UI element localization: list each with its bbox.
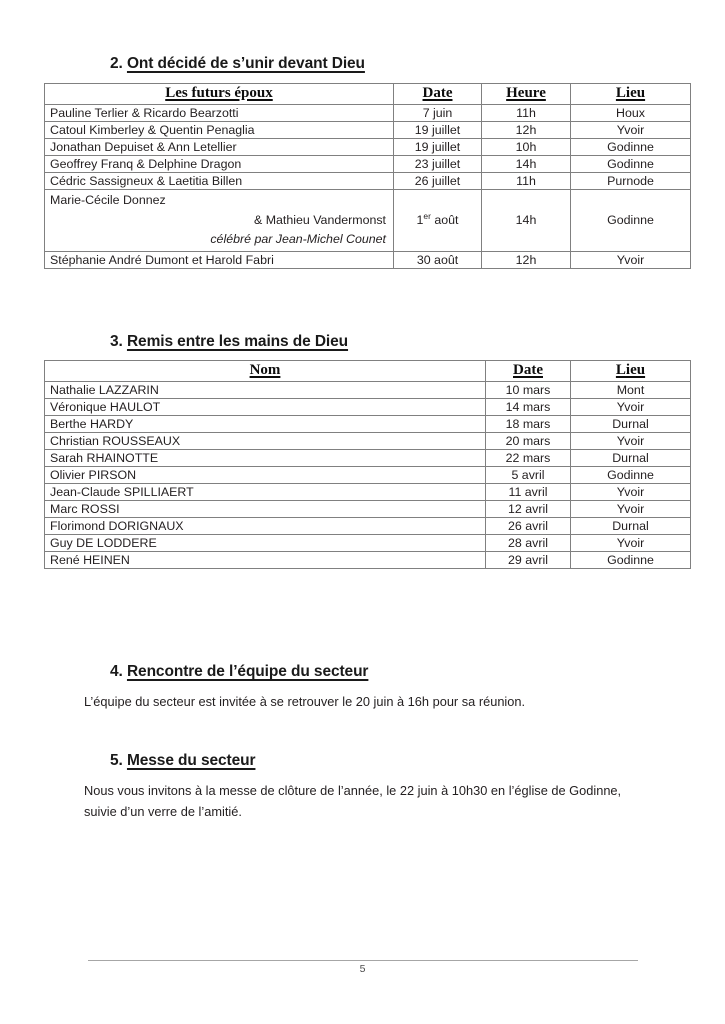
section-4-number: 4. <box>110 663 123 680</box>
cell-date: 28 avril <box>486 535 571 552</box>
cell-heure: 11h <box>482 105 571 122</box>
table-row <box>45 416 691 433</box>
table-row <box>45 552 691 569</box>
table-row <box>45 518 691 535</box>
cell-epoux: Cédric Sassigneux & Laetitia Billen <box>45 173 394 190</box>
cell-heure: 10h <box>482 139 571 156</box>
cell-date: 30 août <box>394 251 482 268</box>
cell-epoux-line2: & Mathieu Vandermonst <box>253 212 386 227</box>
cell-nom: Florimond DORIGNAUX <box>45 518 486 535</box>
cell-heure: 12h <box>482 122 571 139</box>
section-5-title: Messe du secteur <box>126 752 256 769</box>
table-header-row <box>45 361 691 382</box>
column-header-heure: Heure <box>482 84 571 105</box>
table-row <box>45 105 691 122</box>
column-header-date: Date <box>486 361 571 382</box>
cell-epoux-line1: Marie-Cécile Donnez <box>50 193 166 207</box>
cell-heure: 14h <box>482 156 571 173</box>
cell-lieu: Yvoir <box>571 433 691 450</box>
table-row <box>45 173 691 190</box>
page-number: 5 <box>359 963 366 975</box>
cell-lieu: Durnal <box>571 518 691 535</box>
column-header-nom: Nom <box>45 361 486 382</box>
cell-lieu: Mont <box>571 382 691 399</box>
cell-date: 20 mars <box>486 433 571 450</box>
cell-epoux: Pauline Terlier & Ricardo Bearzotti <box>45 105 394 122</box>
cell-epoux: Geoffrey Franq & Delphine Dragon <box>45 156 394 173</box>
cell-heure: 12h <box>482 251 571 268</box>
column-header-date: Date <box>394 84 482 105</box>
cell-lieu: Godinne <box>571 190 691 252</box>
cell-nom: Marc ROSSI <box>45 501 486 518</box>
cell-date: 11 avril <box>486 484 571 501</box>
table-remis-mains-dieu <box>44 360 691 569</box>
cell-date: 29 avril <box>486 552 571 569</box>
cell-nom: Véronique HAULOT <box>45 399 486 416</box>
cell-date: 26 juillet <box>394 173 482 190</box>
cell-lieu: Houx <box>571 105 691 122</box>
cell-lieu: Yvoir <box>571 501 691 518</box>
date-ordinal-suffix: er <box>423 211 431 222</box>
cell-date: 26 avril <box>486 518 571 535</box>
cell-nom: René HEINEN <box>45 552 486 569</box>
cell-lieu: Godinne <box>571 552 691 569</box>
section-3-number: 3. <box>110 333 123 350</box>
cell-date: 14 mars <box>486 399 571 416</box>
table-row <box>45 535 691 552</box>
section-5-number: 5. <box>110 752 123 769</box>
section-5-heading <box>110 752 255 770</box>
cell-date: 19 juillet <box>394 122 482 139</box>
cell-lieu: Yvoir <box>571 484 691 501</box>
cell-nom: Christian ROUSSEAUX <box>45 433 486 450</box>
table-row <box>45 467 691 484</box>
cell-lieu: Godinne <box>571 139 691 156</box>
table-row <box>45 399 691 416</box>
cell-date: 12 avril <box>486 501 571 518</box>
section-2-number: 2. <box>110 55 123 72</box>
table-row <box>45 382 691 399</box>
section-3-title: Remis entre les mains de Dieu <box>126 333 349 350</box>
section-4-heading <box>110 663 368 681</box>
cell-lieu: Yvoir <box>571 535 691 552</box>
cell-date: 23 juillet <box>394 156 482 173</box>
cell-nom: Sarah RHAINOTTE <box>45 450 486 467</box>
cell-lieu: Purnode <box>571 173 691 190</box>
cell-lieu: Durnal <box>571 450 691 467</box>
section-2-heading <box>110 55 365 73</box>
cell-nom: Jean-Claude SPILLIAERT <box>45 484 486 501</box>
cell-epoux: Catoul Kimberley & Quentin Penaglia <box>45 122 394 139</box>
table-row <box>45 156 691 173</box>
table-row <box>45 122 691 139</box>
cell-lieu: Godinne <box>571 467 691 484</box>
column-header-lieu: Lieu <box>571 361 691 382</box>
section-3-heading <box>110 333 348 351</box>
table-row <box>45 484 691 501</box>
cell-lieu: Durnal <box>571 416 691 433</box>
date-month: août <box>434 213 459 228</box>
cell-epoux-multiline <box>45 190 394 252</box>
date-number: 1 <box>416 213 424 228</box>
cell-date <box>394 190 482 252</box>
table-row <box>45 450 691 467</box>
cell-date: 22 mars <box>486 450 571 467</box>
table-row <box>45 139 691 156</box>
cell-lieu: Yvoir <box>571 122 691 139</box>
cell-date: 18 mars <box>486 416 571 433</box>
cell-epoux: Stéphanie André Dumont et Harold Fabri <box>45 251 394 268</box>
cell-nom: Berthe HARDY <box>45 416 486 433</box>
table-row <box>45 501 691 518</box>
section-4-title: Rencontre de l’équipe du secteur <box>126 663 369 680</box>
cell-heure: 11h <box>482 173 571 190</box>
cell-date: 10 mars <box>486 382 571 399</box>
cell-epoux-line3: célébré par Jean-Michel Counet <box>210 232 386 247</box>
section-2-title: Ont décidé de s’unir devant Dieu <box>126 55 365 72</box>
section-4-paragraph: L’équipe du secteur est invitée à se retrouver le 20 juin à 16h pour sa réunion. <box>84 694 526 709</box>
cell-date: 19 juillet <box>394 139 482 156</box>
table-header-row <box>45 84 691 105</box>
cell-nom: Guy DE LODDERE <box>45 535 486 552</box>
cell-date: 5 avril <box>486 467 571 484</box>
cell-heure: 14h <box>482 190 571 252</box>
cell-epoux: Jonathan Depuiset & Ann Letellier <box>45 139 394 156</box>
table-row <box>45 433 691 450</box>
cell-lieu: Yvoir <box>571 399 691 416</box>
column-header-lieu: Lieu <box>571 84 691 105</box>
footer-divider <box>88 960 638 961</box>
cell-nom: Olivier PIRSON <box>45 467 486 484</box>
table-futurs-epoux <box>44 83 691 269</box>
column-header-epoux: Les futurs époux <box>45 84 394 105</box>
cell-nom: Nathalie LAZZARIN <box>45 382 486 399</box>
cell-lieu: Godinne <box>571 156 691 173</box>
table-row <box>45 251 691 268</box>
cell-lieu: Yvoir <box>571 251 691 268</box>
cell-date: 7 juin <box>394 105 482 122</box>
section-5-paragraph: Nous vous invitons à la messe de clôture de l’année, le 22 juin à 10h30 en l’église de Godinne, suivie d’un verre de l’amitié. <box>84 783 622 819</box>
table-row-multiline <box>45 190 691 252</box>
